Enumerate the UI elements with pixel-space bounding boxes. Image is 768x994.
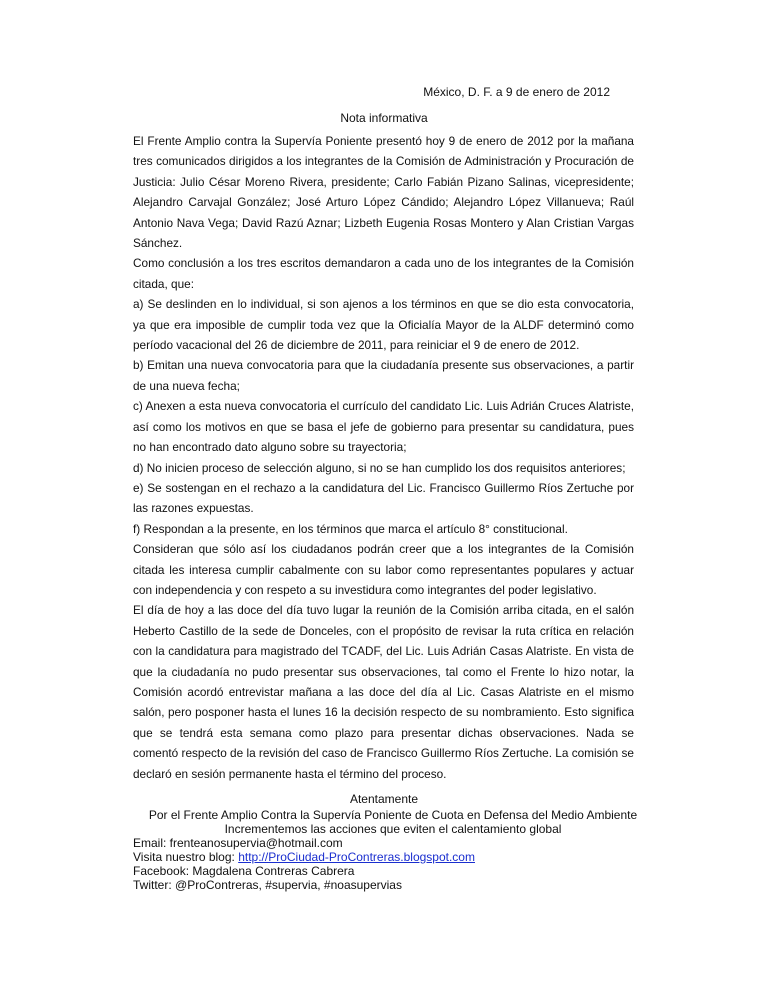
document-title: Nota informativa <box>340 111 428 125</box>
list-item-d: d) No inicien proceso de selección alguno, si no se han cumplido los dos requisitos anteriores; <box>133 460 626 475</box>
contact-blog <box>133 850 653 864</box>
paragraph-consideration: Consideran que sólo así los ciudadanos podrán creer que a los integrantes de la Comisión citada les interesa cumplir cabalmente con su labor como representantes populares y actuar con independencia y con respeto a su investidura como integrantes del poder legislativo. <box>133 542 634 597</box>
document-date: México, D. F. a 9 de enero de 2012 <box>423 85 610 99</box>
signature-block <box>133 808 653 892</box>
list-item-f: f) Respondan a la presente, en los términos que marca el artículo 8° constitucional. <box>133 521 568 536</box>
blog-link[interactable]: http://ProCiudad-ProContreras.blogspot.com <box>238 850 475 864</box>
paragraph-conclusion: Como conclusión a los tres escritos demandaron a cada uno de los integrantes de la Comisión citada, que: <box>133 256 634 291</box>
paragraph-intro: El Frente Amplio contra la Supervía Poniente presentó hoy 9 de enero de 2012 por la mañana tres comunicados dirigidos a los integrantes de la Comisión de Administración y Procuración de Justicia: Julio César Moreno Rivera, presidente; Carlo Fabián Pizano Salinas, vicepresidente; Alejandro Carvajal González; José Arturo López Cándido; Alejandro López Villanueva; Raúl Antonio Nava Vega; David Razú Aznar; Lizbeth Eugenia Rosas Montero y Alan Cristian Vargas Sánchez. <box>133 134 634 251</box>
signature-slogan: Incrementemos las acciones que eviten el calentamiento global <box>224 822 562 836</box>
list-item-e: e) Se sostengan en el rechazo a la candidatura del Lic. Francisco Guillermo Ríos Zertuche por las razones expuestas. <box>133 480 634 516</box>
list-item-b: b) Emitan una nueva convocatoria para que la ciudadanía presente sus observaciones, a partir de una nueva fecha; <box>133 358 634 393</box>
blog-label: Visita nuestro blog: <box>133 850 239 864</box>
list-item-a: a) Se deslinden en lo individual, si son ajenos a los términos en que se dio esta convocatoria, ya que era imposible de cumplir toda vez que la Oficialía Mayor de la ALDF determinó como período vacacional del 26 de diciembre de 2011, para reiniciar el 9 de enero de 2012. <box>133 297 634 353</box>
contact-facebook: Facebook: Magdalena Contreras Cabrera <box>133 864 355 878</box>
closing-salutation: Atentamente <box>349 792 419 806</box>
paragraph-meeting: El día de hoy a las doce del día tuvo lugar la reunión de la Comisión arriba citada, en el salón Heberto Castillo de la sede de Donceles, con el propósito de revisar la ruta crítica en relación con la candidatura para magistrado del TCADF, del Lic. Luis Adrián Casas Alatriste. En vista de que la ciudadanía no pudo presentar sus observaciones, tal como el Frente lo hizo notar, la Comisión acordó entrevistar mañana a las doce del día al Lic. Casas Alatriste en el mismo salón, pero posponer hasta el lunes 16 la decisión respecto de su nombramiento. Esto significa que se tendrá esta semana como plazo para presentar dichas observaciones. Nada se comentó respecto de la revisión del caso de Francisco Guillermo Ríos Zertuche. La comisión se declaró en sesión permanente hasta el término del proceso. <box>133 603 634 781</box>
contact-email: Email: frenteanosupervia@hotmail.com <box>133 836 343 850</box>
contact-twitter: Twitter: @ProContreras, #supervia, #noasupervias <box>133 878 402 892</box>
document-body <box>133 131 634 784</box>
list-item-c: c) Anexen a esta nueva convocatoria el currículo del candidato Lic. Luis Adrián Cruces Alatriste, así como los motivos en que se basa el jefe de gobierno para presentar su candidatura, pues no han encontrado dato alguno sobre su trayectoria; <box>133 399 634 455</box>
signature-organization: Por el Frente Amplio Contra la Supervía Poniente de Cuota en Defensa del Medio Ambiente <box>148 808 638 822</box>
